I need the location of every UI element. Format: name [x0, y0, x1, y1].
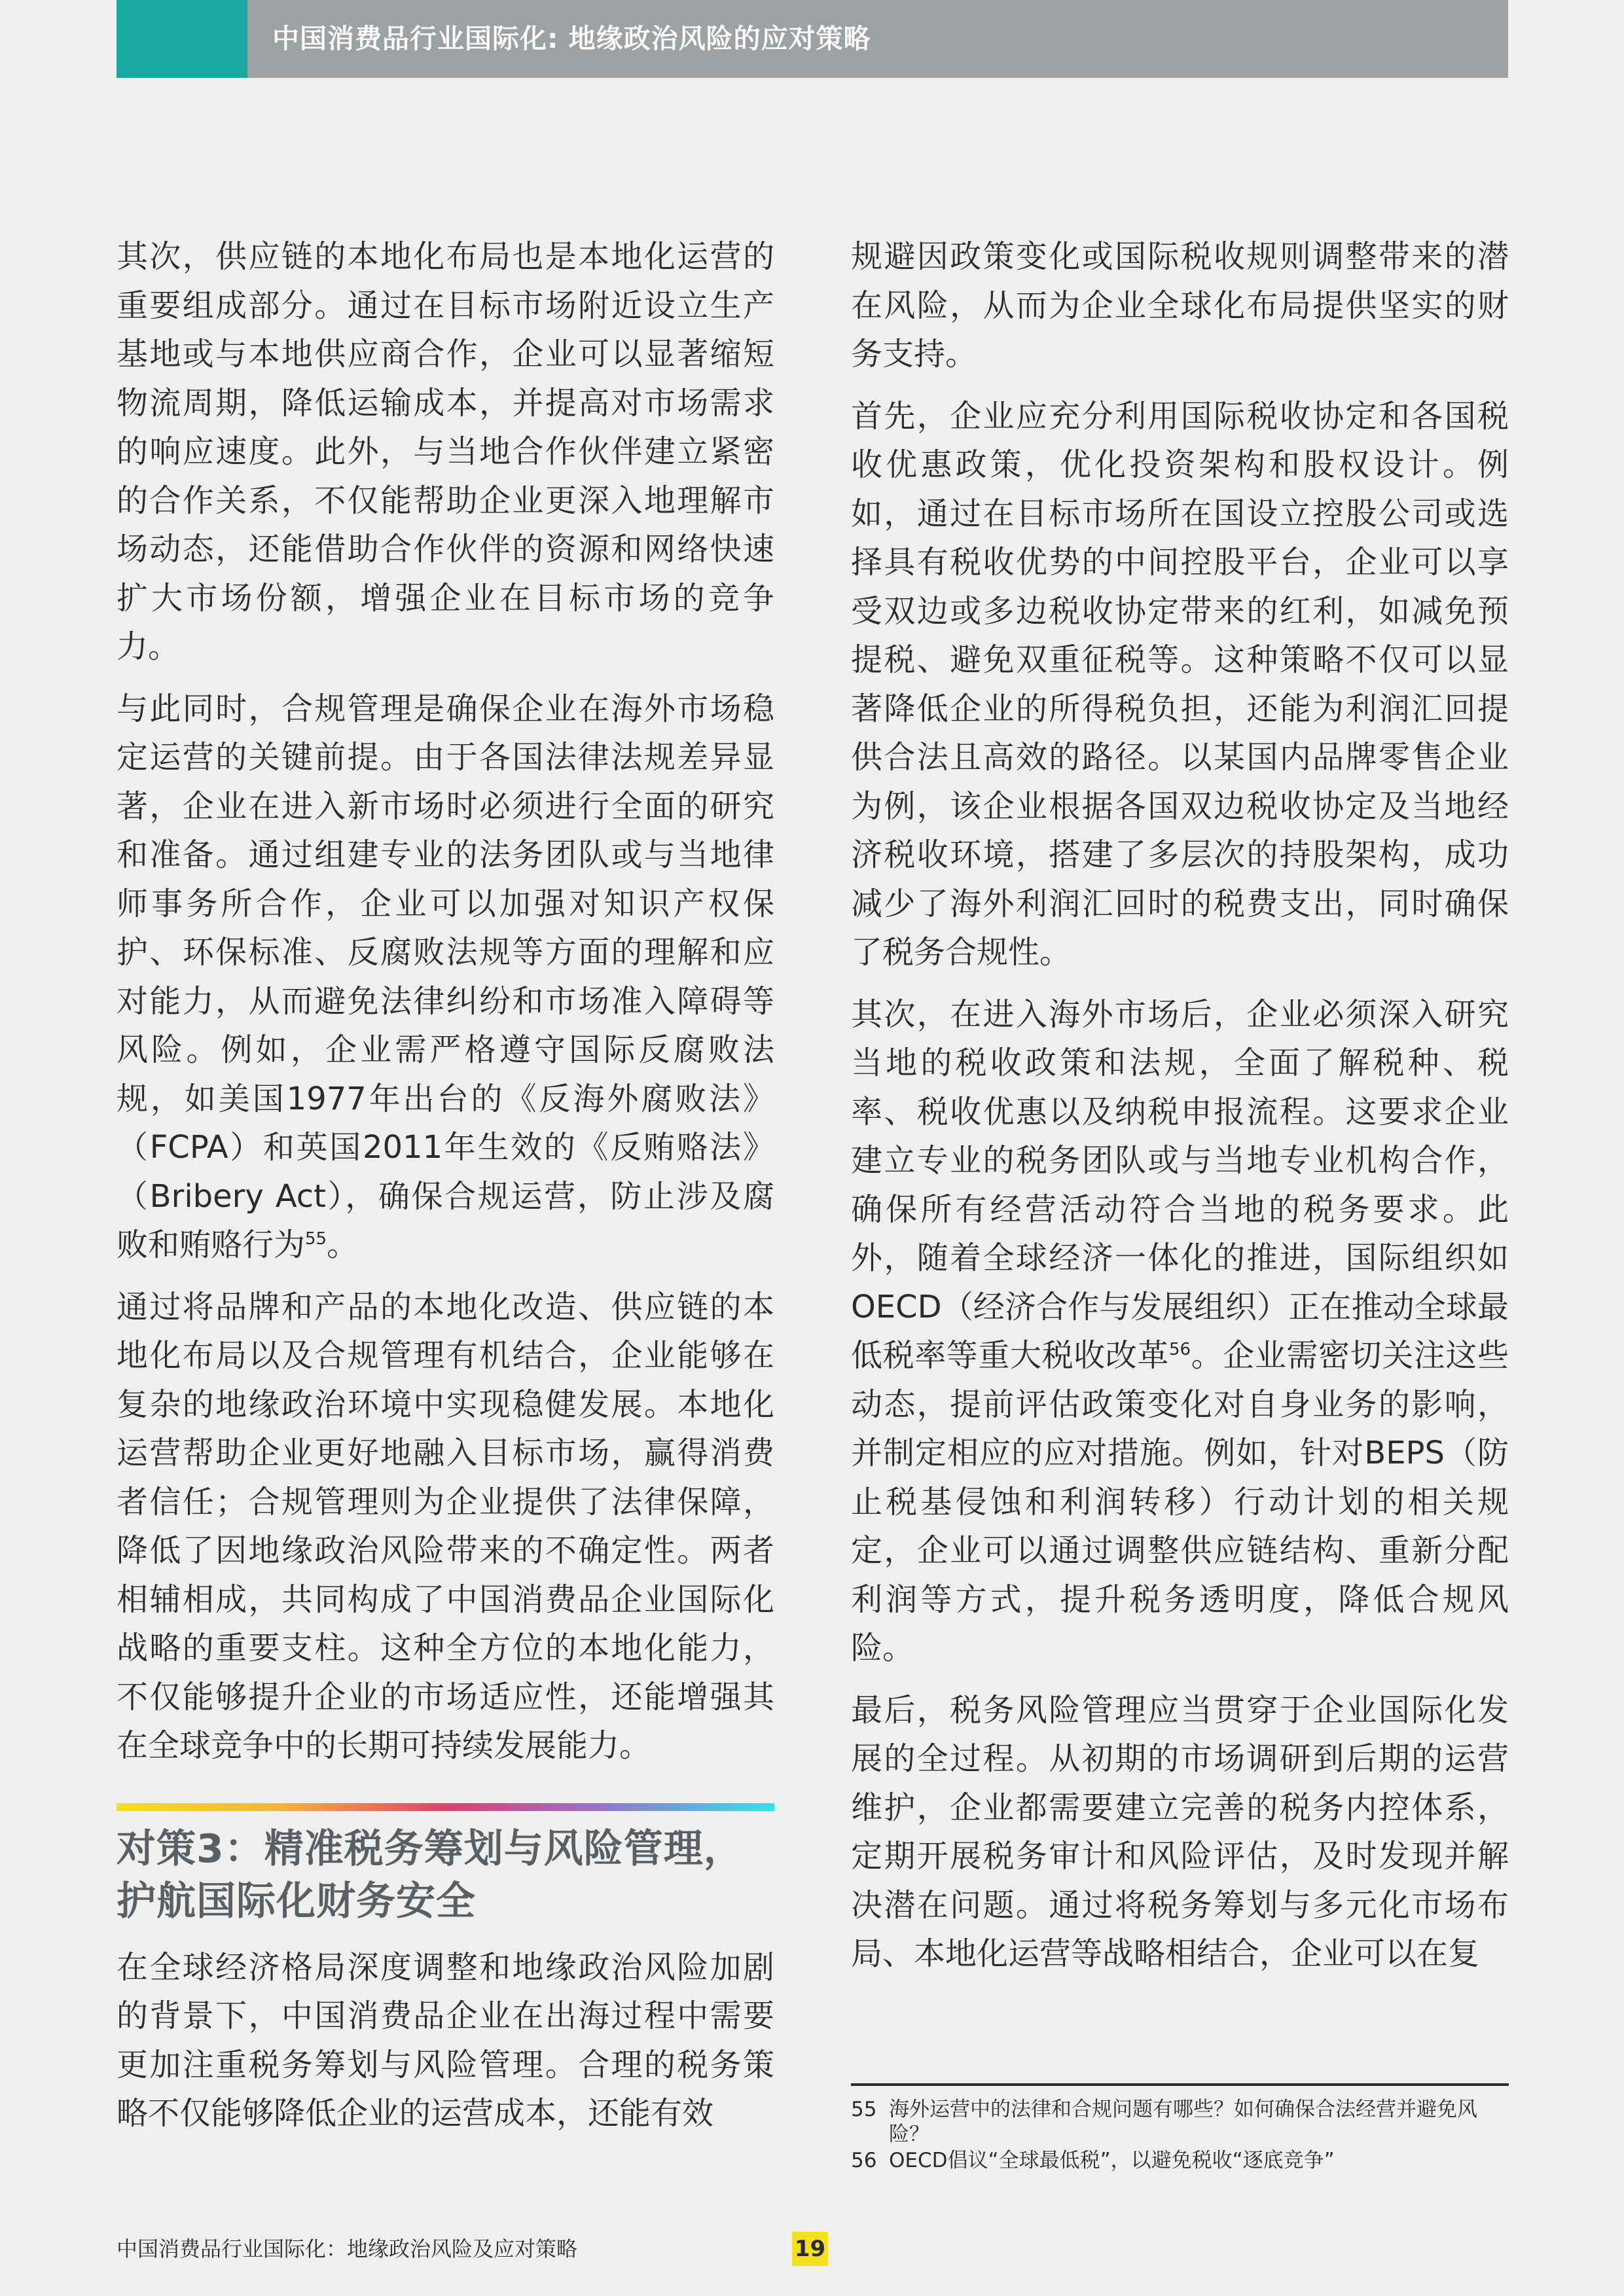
page-number: 19: [792, 2232, 828, 2266]
left-paragraph-3: 通过将品牌和产品的本地化改造、供应链的本地化布局以及合规管理有机结合，企业能够在复杂的地缘政治环境中实现稳健发展。本地化运营帮助企业更好地融入目标市场，赢得消费者信任；合规管理则为企业提供了法律保障，降低了因地缘政治风险带来的不确定性。两者相辅相成，共同构成了中国消费品企业国际化战略的重要支柱。这种全方位的本地化能力，不仅能够提升企业的市场适应性，还能增强其在全球竞争中的长期可持续发展能力。: [117, 1288, 774, 1764]
section-heading: 对策3：精准税务筹划与风险管理，护航国际化财务安全: [117, 1825, 744, 1924]
right-paragraph-2: 首先，企业应充分利用国际税收协定和各国税收优惠政策，优化投资架构和股权设计。例如，通过在目标市场所在国设立控股公司或选择具有税收优势的中间控股平台，企业可以享受双边或多边税收协定带来的红利，如减免预提税、避免双重征税等。这种策略不仅可以显著降低企业的所得税负担，还能为利润汇回提供合法且高效的路径。以某国内品牌零售企业为例，该企业根据各国双边税收协定及当地经济税收环境，搭建了多层次的持股架构，成功减少了海外利润汇回时的税费支出，同时确保了税务合规性。: [851, 397, 1509, 971]
footnote-ref-55[interactable]: 55: [305, 1229, 327, 1249]
left-paragraph-2: [117, 685, 774, 1270]
left-paragraph-2-text: 与此同时，合规管理是确保企业在海外市场稳定运营的关键前提。由于各国法律法规差异显著，企业在进入新市场时必须进行全面的研究和准备。通过组建专业的法务团队或与当地律师事务所合作，企业可以加强对知识产权保护、环保标准、反腐败法规等方面的理解和应对能力，从而避免法律纠纷和市场准入障碍等风险。例如，企业需严格遵守国际反腐败法规，如美国1977年出台的《反海外腐败法》（FCPA）和英国2011年生效的《反贿赂法》（Bribery Act），确保合规运营，防止涉及腐败和贿赂行为: [117, 690, 774, 1263]
footnote-item: [851, 2148, 1509, 2173]
footnote-text: OECD倡议“全球最低税”，以避免税收“逐底竞争”: [889, 2149, 1335, 2172]
right-paragraph-3-text: 其次，在进入海外市场后，企业必须深入研究当地的税收政策和法规，全面了解税种、税率、税收优惠以及纳税申报流程。这要求企业建立专业的税务团队或与当地专业机构合作，确保所有经营活动符合当地的税务要求。此外，随着全球经济一体化的推进，国际组织如OECD（经济合作与发展组织）正在推动全球最低税率等重大税收改革: [851, 996, 1509, 1374]
footnote-number: 56: [851, 2149, 877, 2172]
footnote-divider: [851, 2083, 1509, 2086]
left-column: [117, 232, 774, 2151]
right-paragraph-3: [851, 990, 1509, 1673]
right-paragraph-1: 规避因政策变化或国际税收规则调整带来的潜在风险，从而为企业全球化布局提供坚实的财务支持。: [851, 238, 1509, 372]
right-column: [851, 232, 1509, 1992]
right-paragraph-4: 最后，税务风险管理应当贯穿于企业国际化发展的全过程。从初期的市场调研到后期的运营维护，企业都需要建立完善的税务内控体系，定期开展税务审计和风险评估，及时发现并解决潜在问题。通过将税务筹划与多元化市场布局、本地化运营等战略相结合，企业可以在复: [851, 1691, 1509, 1972]
footnote-item: [851, 2097, 1509, 2147]
footer-title: 中国消费品行业国际化：地缘政治风险及应对策略: [117, 2236, 578, 2261]
header-bar: [117, 0, 1508, 78]
left-paragraph-1: 其次，供应链的本地化布局也是本地化运营的重要组成部分。通过在目标市场附近设立生产基地或与本地供应商合作，企业可以显著缩短物流周期，降低运输成本，并提高对市场需求的响应速度。此外，与当地合作伙伴建立紧密的合作关系，不仅能帮助企业更深入地理解市场动态，还能借助合作伙伴的资源和网络快速扩大市场份额，增强企业在目标市场的竞争力。: [117, 238, 774, 665]
right-paragraph-3-end: 。企业需密切关注这些动态，提前评估政策变化对自身业务的影响，并制定相应的应对措施。例如，针对BEPS（防止税基侵蚀和利润转移）行动计划的相关规定，企业可以通过调整供应链结构、重新分配利润等方式，提升税务透明度，降低合规风险。: [851, 1337, 1509, 1666]
left-paragraph-2-end: 。: [327, 1227, 359, 1263]
footnote-text: 海外运营中的法律和合规问题有哪些？如何确保合法经营并避免风险？: [889, 2098, 1477, 2146]
footnote-ref-56[interactable]: 56: [1168, 1340, 1191, 1359]
header-title: 中国消费品行业国际化: 地缘政治风险的应对策略: [272, 23, 871, 54]
header-accent-block: [117, 0, 247, 78]
section-gradient-divider: [117, 1803, 774, 1811]
left-paragraph-4: 在全球经济格局深度调整和地缘政治风险加剧的背景下，中国消费品企业在出海过程中需要更加注重税务筹划与风险管理。合理的税务策略不仅能够降低企业的运营成本，还能有效: [117, 1948, 774, 2132]
footnotes: [851, 2097, 1509, 2174]
footnote-number: 55: [851, 2098, 877, 2121]
